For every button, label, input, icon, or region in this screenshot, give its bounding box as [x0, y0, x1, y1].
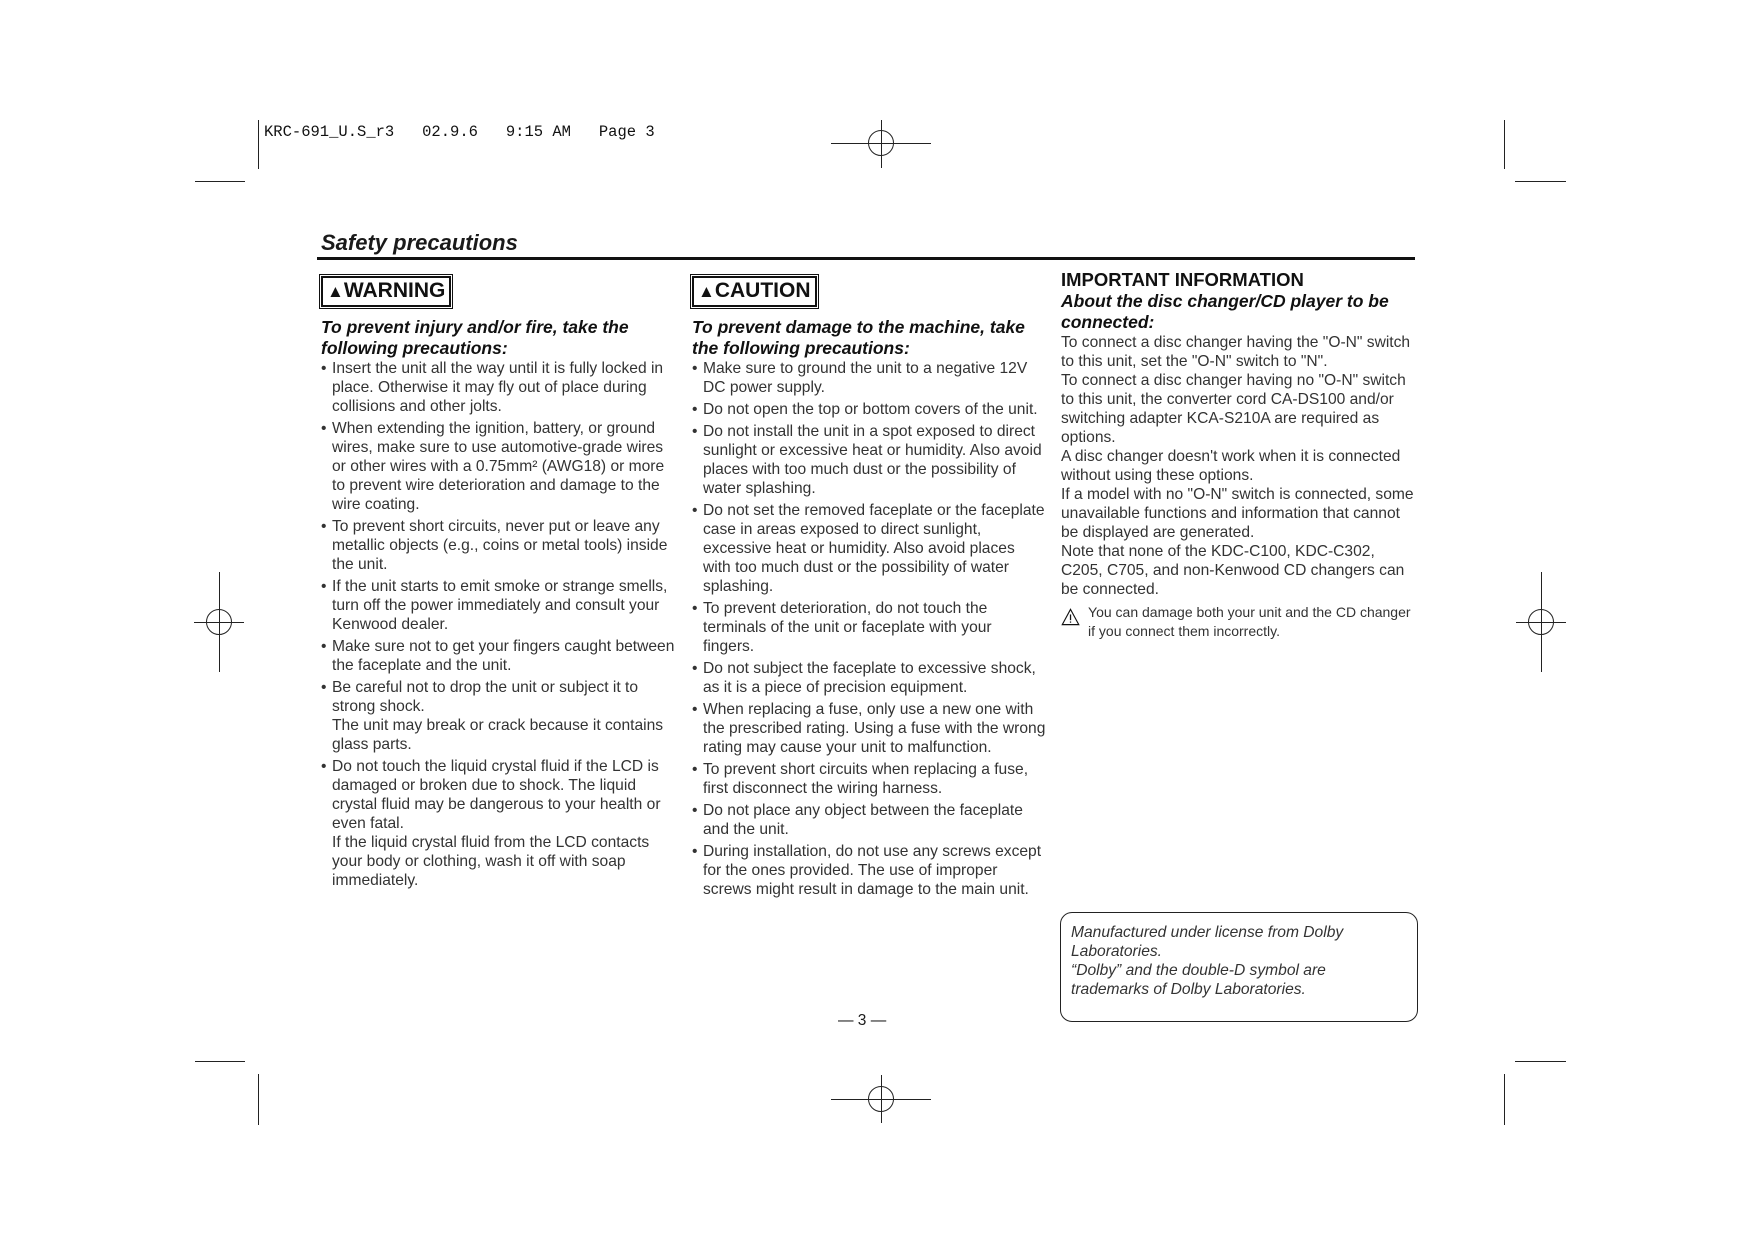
warning-label: WARNING — [343, 279, 446, 302]
important-subheading: About the disc changer/CD player to be connected: — [1061, 291, 1389, 332]
list-item: • When extending the ignition, battery, or ground wires, make sure to use automotive-grade wires or other wires with a 0.75mm² (AWG18) or more to prevent wire deterioration and damage to the wire coating. — [321, 419, 675, 514]
caution-column — [692, 276, 1046, 902]
crop-mark — [1504, 1074, 1505, 1125]
crop-mark — [1515, 1061, 1566, 1062]
list-item: • Insert the unit all the way until it is fully locked in place. Otherwise it may fly out of place during collisions and other jolts. — [321, 359, 675, 416]
important-paragraphs — [1061, 333, 1417, 599]
caution-triangle-icon: ▲ — [698, 282, 715, 301]
list-item: • Make sure to ground the unit to a negative 12V DC power supply. — [692, 359, 1046, 397]
crop-mark — [1515, 181, 1566, 182]
crop-mark — [1504, 120, 1505, 169]
paragraph: Note that none of the KDC-C100, KDC-C302, C205, C705, and non-Kenwood CD changers can be connected. — [1061, 543, 1405, 598]
warning-column — [321, 276, 675, 893]
crop-mark — [258, 120, 259, 169]
list-item: • If the unit starts to emit smoke or strange smells, turn off the power immediately and consult your Kenwood dealer. — [321, 577, 675, 634]
list-item: • Do not subject the faceplate to excessive shock, as it is a piece of precision equipment. — [692, 659, 1046, 697]
important-column — [1061, 269, 1417, 641]
crop-mark — [258, 1074, 259, 1125]
dolby-line-1: Manufactured under license from Dolby Laboratories. — [1071, 924, 1344, 960]
caution-badge — [692, 276, 817, 307]
paragraph: If a model with no "O-N" switch is connected, some unavailable functions and information that cannot be displayed are generated. — [1061, 486, 1414, 541]
dolby-notice — [1060, 912, 1418, 1022]
important-heading: IMPORTANT INFORMATION — [1061, 269, 1304, 290]
page-title: Safety precautions — [321, 230, 518, 255]
crop-mark — [195, 181, 245, 182]
warning-badge — [321, 276, 451, 307]
registration-circle — [1528, 609, 1554, 635]
paragraph: To connect a disc changer having no "O-N" switch to this unit, the converter cord CA-DS100 and/or switching adapter KCA-S210A are required as options. — [1061, 372, 1406, 446]
page-number: — 3 — — [838, 1012, 887, 1029]
list-item: • When replacing a fuse, only use a new one with the prescribed rating. Using a fuse with the wrong rating may cause your unit to malfunction. — [692, 700, 1046, 757]
list-item: • Do not open the top or bottom covers of the unit. — [692, 400, 1046, 419]
list-item: • To prevent short circuits, never put or leave any metallic objects (e.g., coins or metal tools) inside the unit. — [321, 517, 675, 574]
list-item: • During installation, do not use any screws except for the ones provided. The use of improper screws might result in damage to the main unit. — [692, 842, 1046, 899]
caution-heading: To prevent damage to the machine, take the following precautions: — [692, 317, 1025, 358]
warning-triangle-icon: ▲ — [327, 282, 344, 301]
registration-circle — [868, 1086, 894, 1112]
caution-triangle-icon — [1061, 603, 1080, 631]
dolby-line-2: “Dolby” and the double-D symbol are trademarks of Dolby Laboratories. — [1071, 962, 1326, 998]
list-item: • To prevent deterioration, do not touch the terminals of the unit or faceplate with your fingers. — [692, 599, 1046, 656]
warning-list — [321, 359, 675, 890]
list-item: • Do not install the unit in a spot exposed to direct sunlight or excessive heat or humidity. Also avoid places with too much dust or the possibility of water splashing. — [692, 422, 1046, 498]
note-text: You can damage both your unit and the CD changer if you connect them incorrectly. — [1088, 604, 1411, 639]
registration-circle — [868, 130, 894, 156]
caution-label: CAUTION — [714, 279, 811, 302]
list-item: • Do not touch the liquid crystal fluid if the LCD is damaged or broken due to shock. The liquid crystal fluid may be dangerous to your health or even fatal. If the liquid crystal fluid from the LCD contacts your body or clothing, wash it off with soap immediately. — [321, 757, 675, 890]
print-slug: KRC-691_U.S_r3 02.9.6 9:15 AM Page 3 — [264, 123, 655, 141]
registration-circle — [206, 609, 232, 635]
title-rule — [317, 257, 1415, 260]
paragraph: To connect a disc changer having the "O-N" switch to this unit, set the "O-N" switch to "N". — [1061, 334, 1411, 370]
list-item: • Make sure not to get your fingers caught between the faceplate and the unit. — [321, 637, 675, 675]
caution-list — [692, 359, 1046, 899]
list-item: • To prevent short circuits when replacing a fuse, first disconnect the wiring harness. — [692, 760, 1046, 798]
list-item: • Do not place any object between the faceplate and the unit. — [692, 801, 1046, 839]
list-item: • Do not set the removed faceplate or the faceplate case in areas exposed to direct sunlight, excessive heat or humidity. Also avoid places with too much dust or the possibility of water splashing. — [692, 501, 1046, 596]
warning-heading: To prevent injury and/or fire, take the following precautions: — [321, 317, 629, 358]
important-note — [1061, 603, 1417, 641]
crop-mark — [195, 1061, 245, 1062]
list-item: • Be careful not to drop the unit or subject it to strong shock. The unit may break or crack because it contains glass parts. — [321, 678, 675, 754]
paragraph: A disc changer doesn't work when it is connected without using these options. — [1061, 448, 1401, 484]
